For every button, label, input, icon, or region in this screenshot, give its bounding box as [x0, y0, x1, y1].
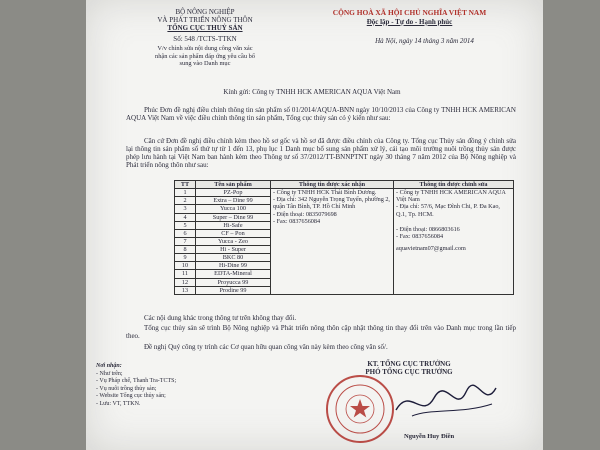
- product-name: CF – Pon: [196, 229, 271, 237]
- place-date: Hà Nội, ngày 14 tháng 3 năm 2014: [375, 36, 474, 45]
- subject-line: nhận các sản phẩm đáp ứng yêu cầu bổ: [155, 52, 255, 60]
- recipients-title: Nơi nhận:: [96, 363, 122, 369]
- row-number: 13: [175, 286, 196, 294]
- row-number: 8: [175, 246, 196, 254]
- table-row: [175, 189, 514, 197]
- product-name: Hi-Dine 99: [196, 262, 271, 270]
- row-number: 2: [175, 197, 196, 205]
- revised-info-email: aquavietnam07@gmail.com: [396, 244, 466, 252]
- signer-name: Nguyễn Huy Điền: [404, 433, 455, 440]
- subject-block: [140, 45, 270, 67]
- confirmed-info-line: - Địa chỉ: 342 Nguyễn Trọng Tuyển, phường 2, quận Tân Bình, TP. Hồ Chí Minh: [273, 196, 390, 211]
- row-number: 10: [175, 262, 196, 270]
- product-name: EDTA-Mineral: [196, 270, 271, 278]
- column-header: Thông tin được xác nhận: [271, 181, 394, 189]
- signer-title-2: PHÓ TỔNG CỤC TRƯỞNG: [365, 368, 453, 377]
- product-name: Yucca - Zeo: [196, 237, 271, 245]
- recipient-item: - Website Tổng cục thủy sản;: [96, 393, 166, 399]
- subject-line: sung vào Danh mục: [179, 59, 231, 67]
- revised-info-line: - Công ty TNHH HCK AMERICAN AQUA Việt Nam: [396, 189, 506, 204]
- closing-paragraph: Các nội dung khác trong thông tư trên không thay đổi.: [144, 314, 297, 322]
- national-motto: Độc lập - Tự do - Hạnh phúc: [366, 17, 453, 26]
- row-number: 4: [175, 213, 196, 221]
- row-number: 5: [175, 221, 196, 229]
- confirmed-info-cell: [271, 189, 394, 295]
- product-name: Hi - Super: [196, 246, 271, 254]
- product-name: Proyucca 99: [196, 278, 271, 286]
- revised-info-line: - Fax: 0837656084: [396, 232, 444, 240]
- closing-paragraph: Đề nghị Quý công ty trình các Cơ quan hữu quan công văn này kèm theo công văn số/.: [144, 343, 388, 351]
- ministry-line-2: VÀ PHÁT TRIỂN NÔNG THÔN: [157, 16, 253, 25]
- table-header-row: [175, 181, 514, 189]
- product-table: [174, 180, 514, 295]
- recipient-item: - Vụ nuôi trồng thủy sản;: [96, 385, 157, 392]
- official-letter: [92, 8, 532, 448]
- confirmed-info-line: - Công ty TNHH HCK Thái Bình Dương.: [273, 189, 377, 197]
- product-name: Prodine 99: [196, 286, 271, 294]
- recipient-line: Kính gửi: Công ty TNHH HCK AMERICAN AQUA Việt Nam: [223, 88, 401, 96]
- row-number: 3: [175, 205, 196, 213]
- recipient-item: - Vụ Pháp chế, Thanh Tra-TCTS;: [96, 378, 177, 384]
- recipient-item: - Lưu: VT, TTKN.: [96, 400, 141, 407]
- column-header: Thông tin được chỉnh sửa: [394, 181, 514, 189]
- body-paragraph: Căn cứ Đơn đề nghị điều chỉnh kèm theo hồ sơ gốc và hồ sơ đã được điều chỉnh của Công ty. Tổng cục Thủy sản đồng ý chỉnh sửa lại thông tin sản phẩm số thứ tự từ 1 đến 13, phụ lục 1 Danh mục bổ sung sản phẩm xử lý, cải tạo môi trường nuôi trồng thủy sản được phép lưu hành tại Việt Nam ban hành kèm theo Thông tư số 37/2012/TT-BNNPTNT ngày 30 tháng 7 năm 2012 của Bộ Nông nghiệp và Phát triển nông thôn như sau:: [126, 137, 516, 170]
- column-header: Tên sản phẩm: [196, 181, 271, 189]
- column-header: TT: [175, 181, 196, 189]
- row-number: 9: [175, 254, 196, 262]
- product-name: Hi-Safe: [196, 221, 271, 229]
- subject-line: V/v chỉnh sửa nội dung công văn xác: [157, 45, 253, 53]
- product-name: Super – Dine 99: [196, 213, 271, 221]
- product-name: Extra – Dine 99: [196, 197, 271, 205]
- country-name: CỘNG HOÀ XÃ HỘI CHỦ NGHĨA VIỆT NAM: [332, 8, 487, 17]
- document-number: Số: 548 /TCTS-TTKN: [173, 35, 237, 44]
- product-name: BKC 80: [196, 254, 271, 262]
- ministry-line-1: BỘ NÔNG NGHIỆP: [175, 8, 235, 16]
- closing-paragraph: Tổng cục thủy sản sẽ trình Bộ Nông nghiệp và Phát triển nông thôn cập nhật thông tin thay đổi trên vào Danh mục trong lần tiếp theo.: [126, 324, 516, 341]
- row-number: 12: [175, 278, 196, 286]
- product-name: Yucca 100: [196, 205, 271, 213]
- revised-info-line: - Điện thoại: 0866803616: [396, 225, 460, 233]
- row-number: 11: [175, 270, 196, 278]
- confirmed-info-line: - Fax: 0837656084: [273, 217, 321, 225]
- body-paragraph: Phúc Đơn đề nghị điều chỉnh thông tin sản phẩm số 01/2014/AQUA-BNN ngày 10/10/2013 của Công ty TNHH HCK AMERICAN AQUA Việt Nam về việc điều chỉnh thông tin sản phẩm, Tổng cục thủy sản có ý kiến như sau:: [126, 106, 516, 123]
- row-number: 1: [175, 189, 196, 197]
- national-header: [287, 9, 532, 45]
- product-name: PZ-Pop: [196, 189, 271, 197]
- official-seal-icon: [324, 373, 396, 445]
- department-name: TỔNG CỤC THUỶ SẢN: [167, 24, 243, 33]
- row-number: 7: [175, 237, 196, 245]
- signer-title-1: KT. TỔNG CỤC TRƯỞNG: [367, 360, 451, 368]
- handwritten-signature-icon: [392, 380, 502, 425]
- confirmed-info-line: - Điện thoại: 0835079698: [273, 210, 337, 218]
- revised-info-cell: [394, 189, 514, 295]
- row-number: 6: [175, 229, 196, 237]
- issuer-header: [140, 8, 270, 67]
- revised-info-line: - Địa chỉ: 57/6, Mạc Đĩnh Chi, P. Đa Kao, Q.1, Tp. HCM.: [396, 203, 500, 218]
- recipients-block: [96, 363, 256, 408]
- recipient-item: - Như trên;: [96, 370, 123, 377]
